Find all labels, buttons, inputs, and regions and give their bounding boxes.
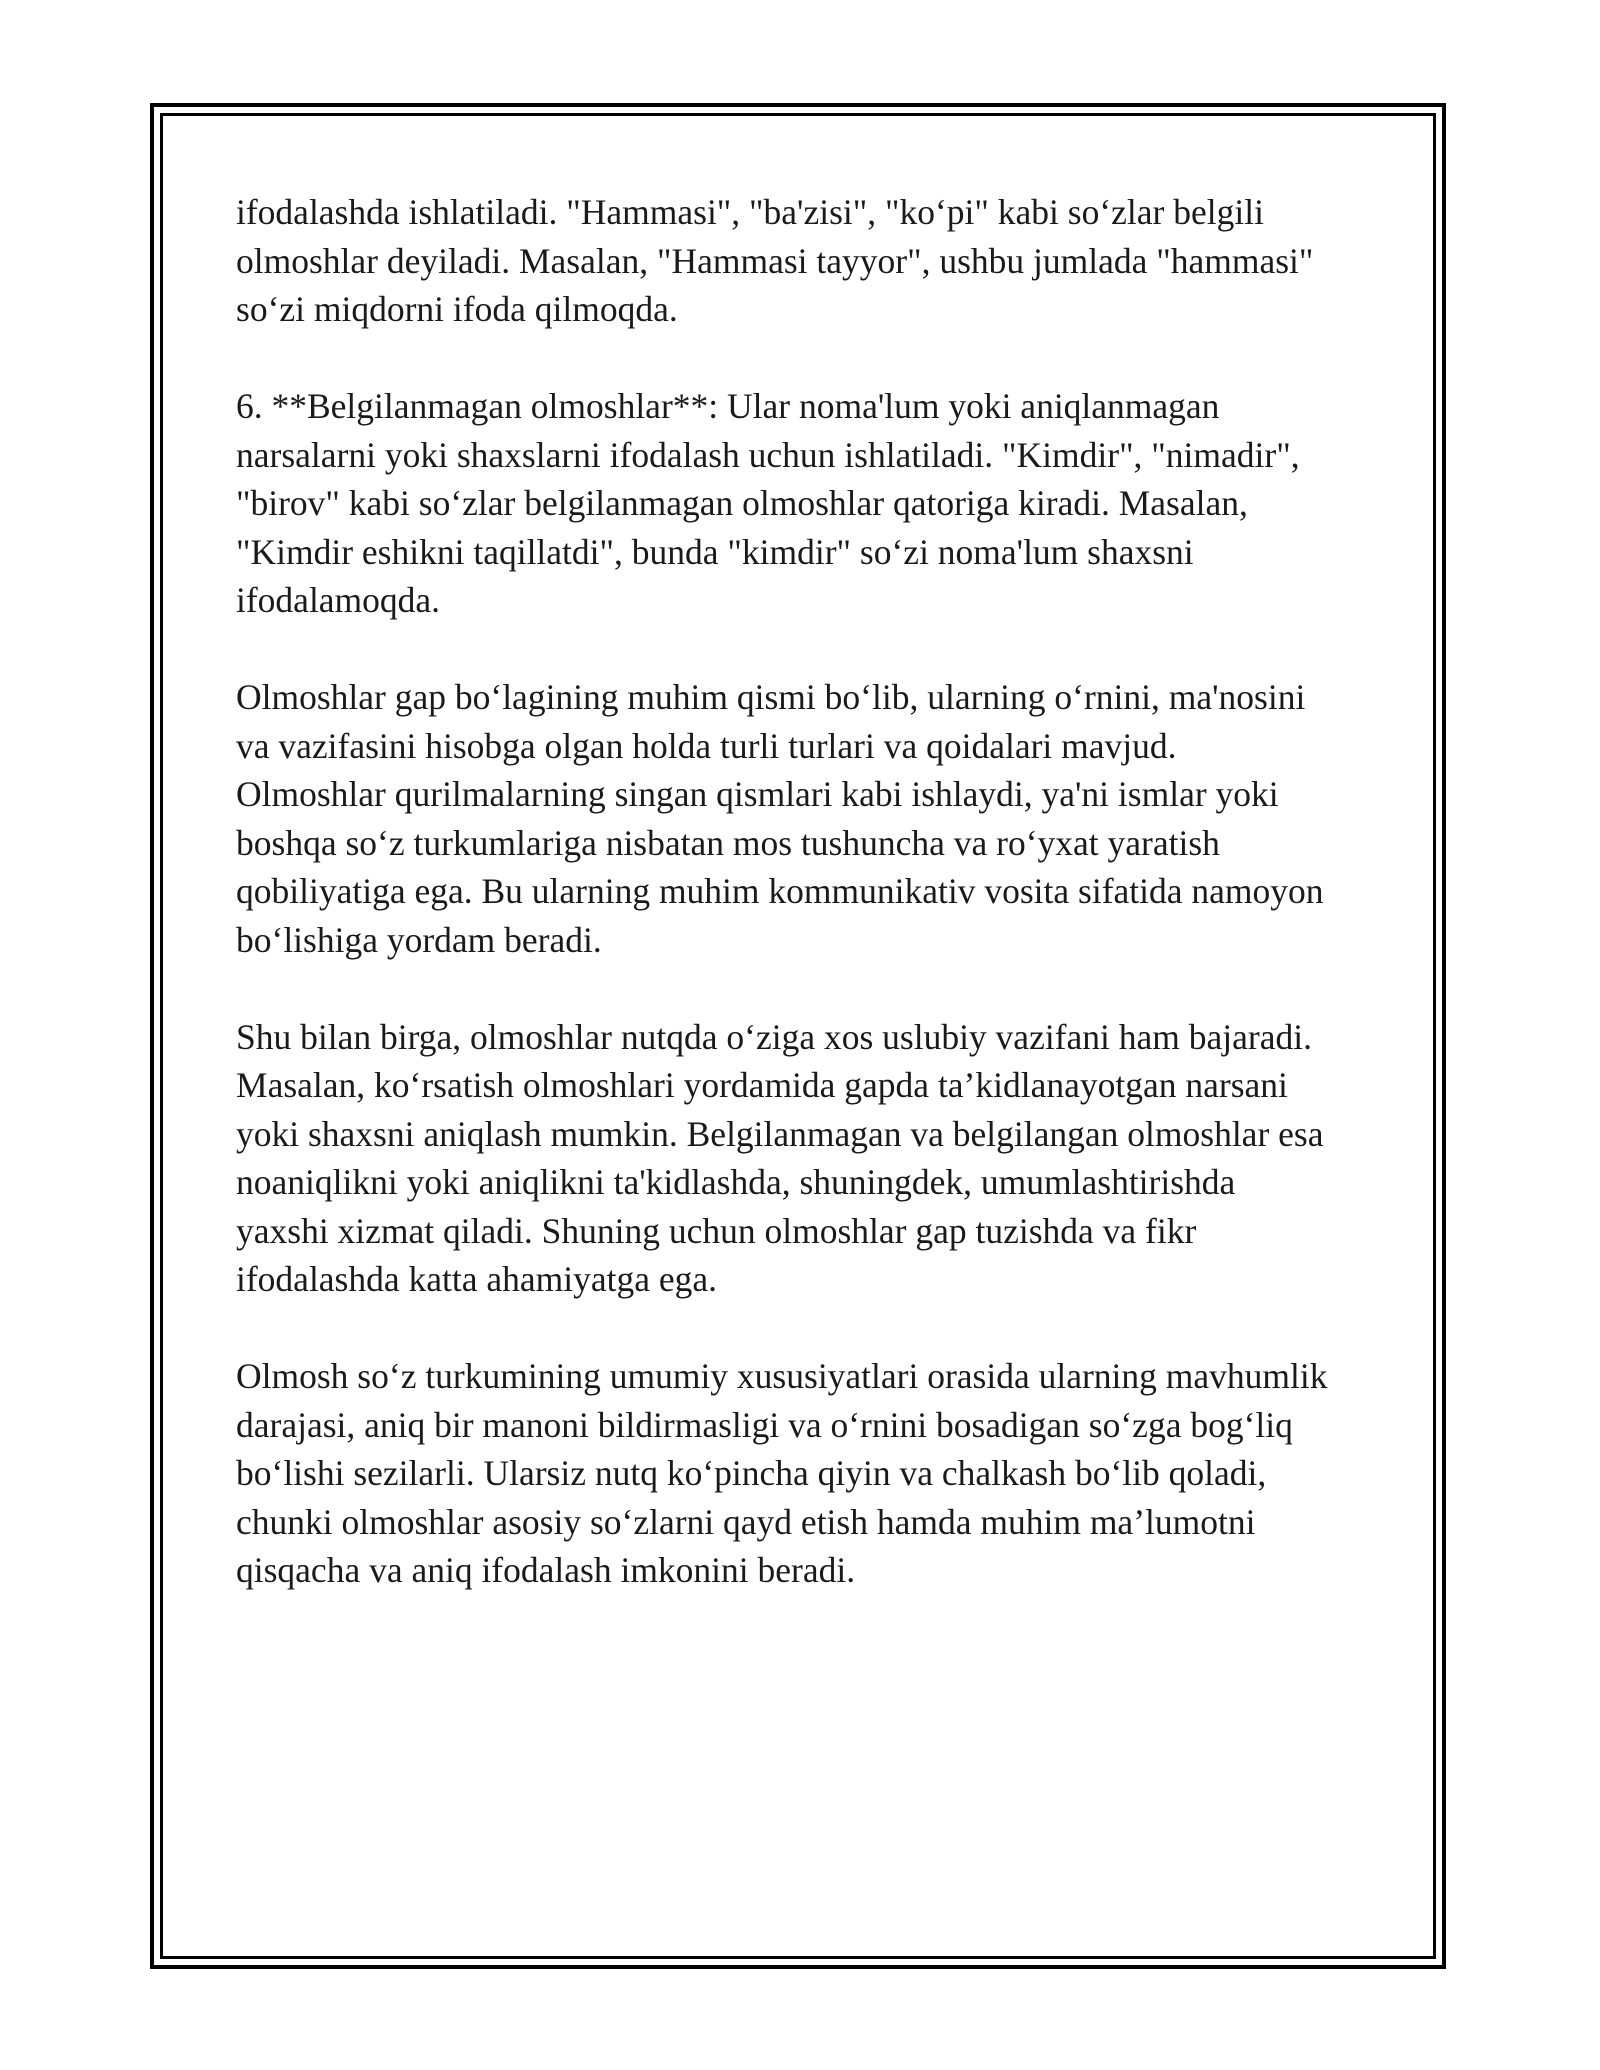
paragraph-belgilanmagan-olmoshlar: 6. **Belgilanmagan olmoshlar**: Ular noma'lum yoki aniqlanmagan narsalarni yoki shaxslarni ifodalash uchun ishlatiladi. "Kimdir", "nimadir", "birov" kabi so‘zlar belgilanmagan olmoshlar qatoriga kiradi. Masalan, "Kimdir eshikni taqillatdi", bunda "kimdir" so‘zi noma'lum shaxsni ifodalamoqda.: [236, 386, 1300, 620]
paragraph-olmoshlar-gap-bolagi: Olmoshlar gap bo‘lagining muhim qismi bo‘lib, ularning o‘rnini, ma'nosini va vazifasini hisobga olgan holda turli turlari va qoidalari mavjud. Olmoshlar qurilmalarning singan qismlari kabi ishlaydi, ya'ni ismlar yoki boshqa so‘z turkumlariga nisbatan mos tushuncha va ro‘yxat yaratish qobiliyatiga ega. Bu ularning muhim kommunikativ vosita sifatida namoyon bo‘lishiga yordam beradi.: [236, 677, 1324, 960]
paragraph-uslubiy-vazifa: Shu bilan birga, olmoshlar nutqda o‘ziga xos uslubiy vazifani ham bajaradi. Masalan, ko‘rsatish olmoshlari yordamida gapda ta’kidlanayotgan narsani yoki shaxsni aniqlash mumkin. Belgilanmagan va belgilangan olmoshlar esa noaniqlikni yoki aniqlikni ta'kidlashda, shuningdek, umumlashtirishda yaxshi xizmat qiladi. Shuning uchun olmoshlar gap tuzishda va fikr ifodalashda katta ahamiyatga ega.: [236, 1016, 1324, 1299]
paragraph-belgili-olmoshlar: ifodalashda ishlatiladi. "Hammasi", "ba'zisi", "ko‘pi" kabi so‘zlar belgili olmoshlar deyiladi. Masalan, "Hammasi tayyor", ushbu jumlada "hammasi" so‘zi miqdorni ifoda qilmoqda.: [236, 192, 1314, 329]
document-body: [236, 188, 1376, 1643]
paragraph-umumiy-xususiyatlar: Olmosh so‘z turkumining umumiy xususiyatlari orasida ularning mavhumlik darajasi, aniq bir manoni bildirmasligi va o‘rnini bosadigan so‘zga bog‘liq bo‘lishi sezilarli. Ularsiz nutq ko‘pincha qiyin va chalkash bo‘lib qoladi, chunki olmoshlar asosiy so‘zlarni qayd etish hamda muhim ma’lumotni qisqacha va aniq ifodalash imkonini beradi.: [236, 1356, 1328, 1590]
